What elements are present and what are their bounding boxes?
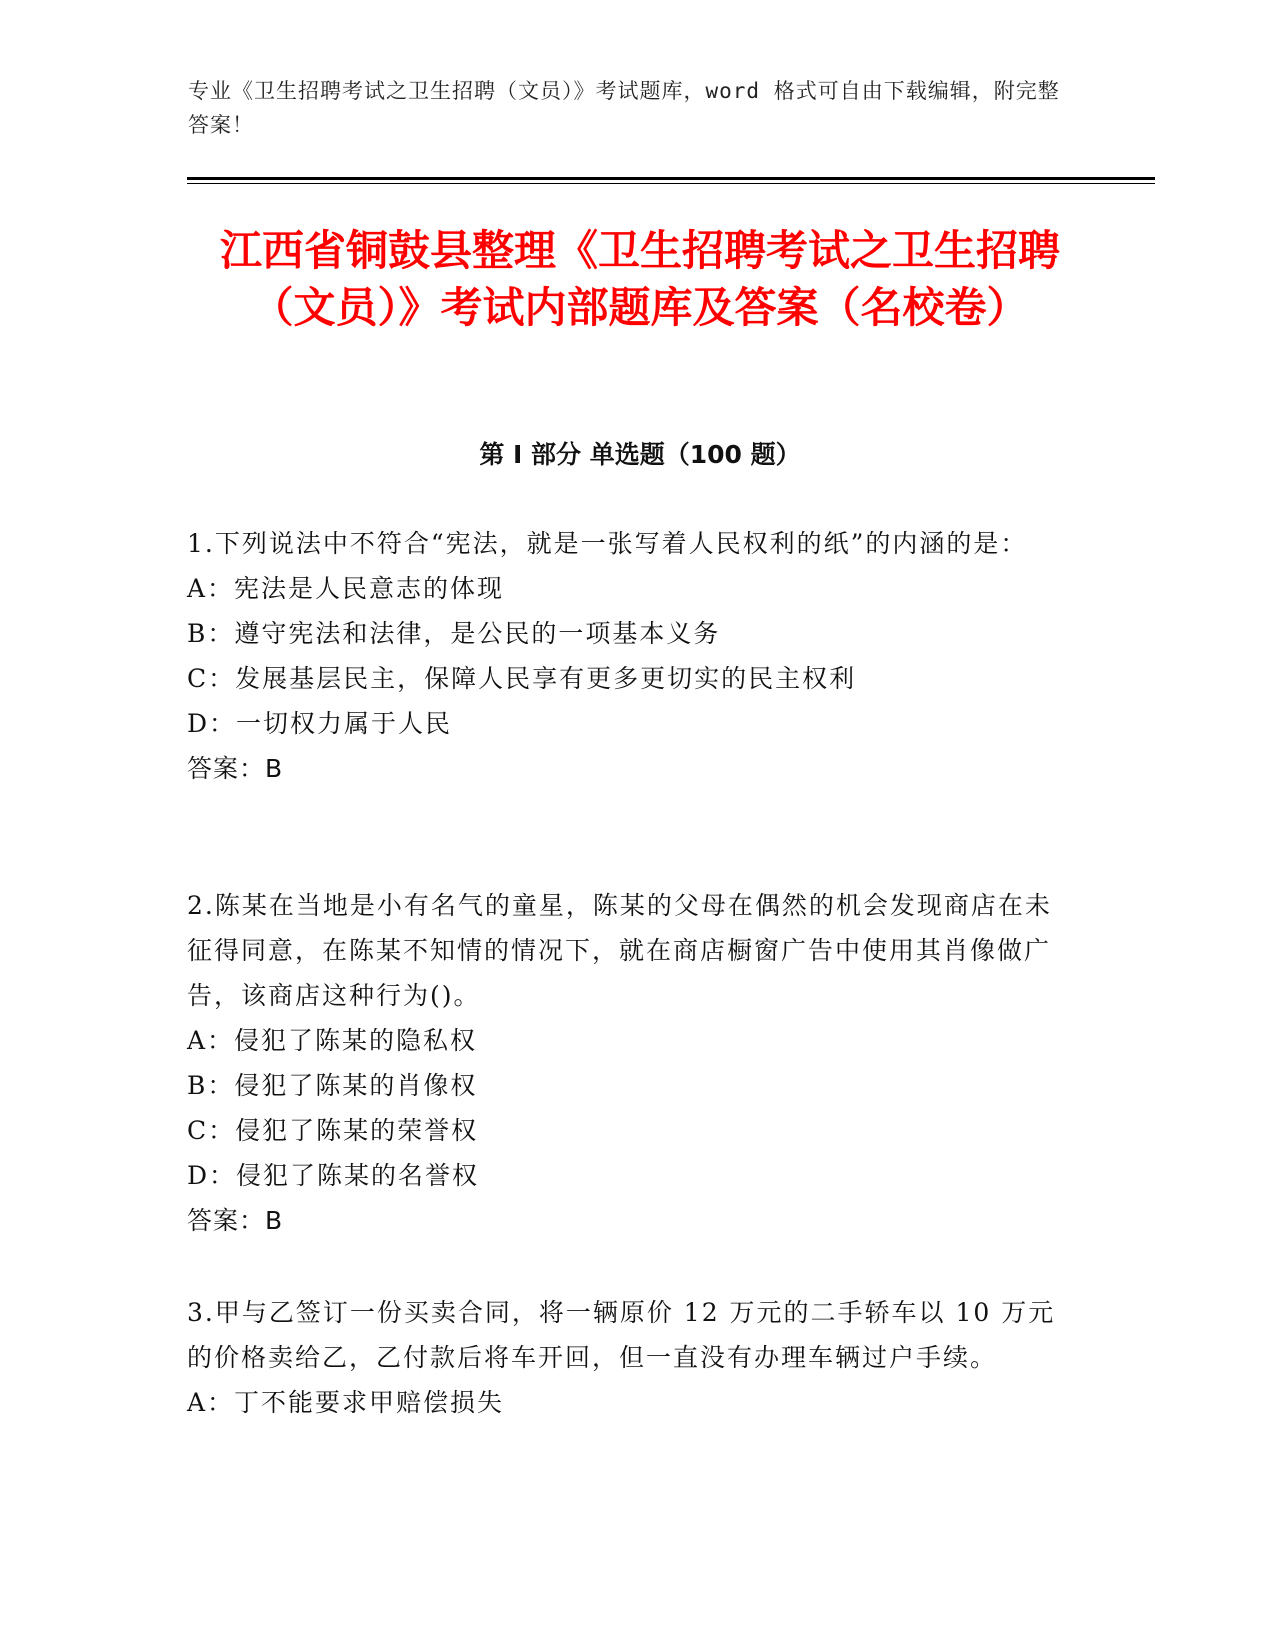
question-block (187, 883, 1067, 1243)
answer-line: 答案：B (187, 1206, 284, 1235)
question-block (187, 1290, 1067, 1425)
header-note: 专业《卫生招聘考试之卫生招聘（文员）》考试题库，word 格式可自由下载编辑，附完整答案！ (188, 79, 1060, 137)
option-c: C：侵犯了陈某的荣誉权 (187, 1116, 479, 1145)
header-divider-thick (187, 177, 1155, 180)
document-title: 江西省铜鼓县整理《卫生招聘考试之卫生招聘（文员）》考试内部题库及答案（名校卷） (219, 226, 1060, 332)
section-heading: 第 I 部分 单选题（100 题） (479, 440, 801, 469)
answer-line: 答案：B (187, 754, 284, 783)
option-a: A：宪法是人民意志的体现 (187, 574, 505, 603)
question-block (187, 521, 1067, 791)
header-divider-thin (187, 183, 1155, 184)
question-stem: 2.陈某在当地是小有名气的童星，陈某的父母在偶然的机会发现商店在未征得同意，在陈某不知情的情况下，就在商店橱窗广告中使用其肖像做广告，该商店这种行为()。 (187, 891, 1052, 1010)
option-b: B：侵犯了陈某的肖像权 (187, 1071, 478, 1100)
option-c: C：发展基层民主，保障人民享有更多更切实的民主权利 (187, 664, 857, 693)
option-d: D：侵犯了陈某的名誉权 (187, 1161, 480, 1190)
option-d: D：一切权力属于人民 (187, 709, 453, 738)
option-a: A：丁不能要求甲赔偿损失 (187, 1388, 505, 1417)
option-a: A：侵犯了陈某的隐私权 (187, 1026, 478, 1055)
question-stem: 3.甲与乙签订一份买卖合同，将一辆原价 12 万元的二手轿车以 10 万元的价格卖给乙，乙付款后将车开回，但一直没有办理车辆过户手续。 (187, 1298, 1056, 1372)
question-stem: 1.下列说法中不符合“宪法，就是一张写着人民权利的纸”的内涵的是： (187, 529, 1028, 558)
option-b: B：遵守宪法和法律，是公民的一项基本义务 (187, 619, 721, 648)
